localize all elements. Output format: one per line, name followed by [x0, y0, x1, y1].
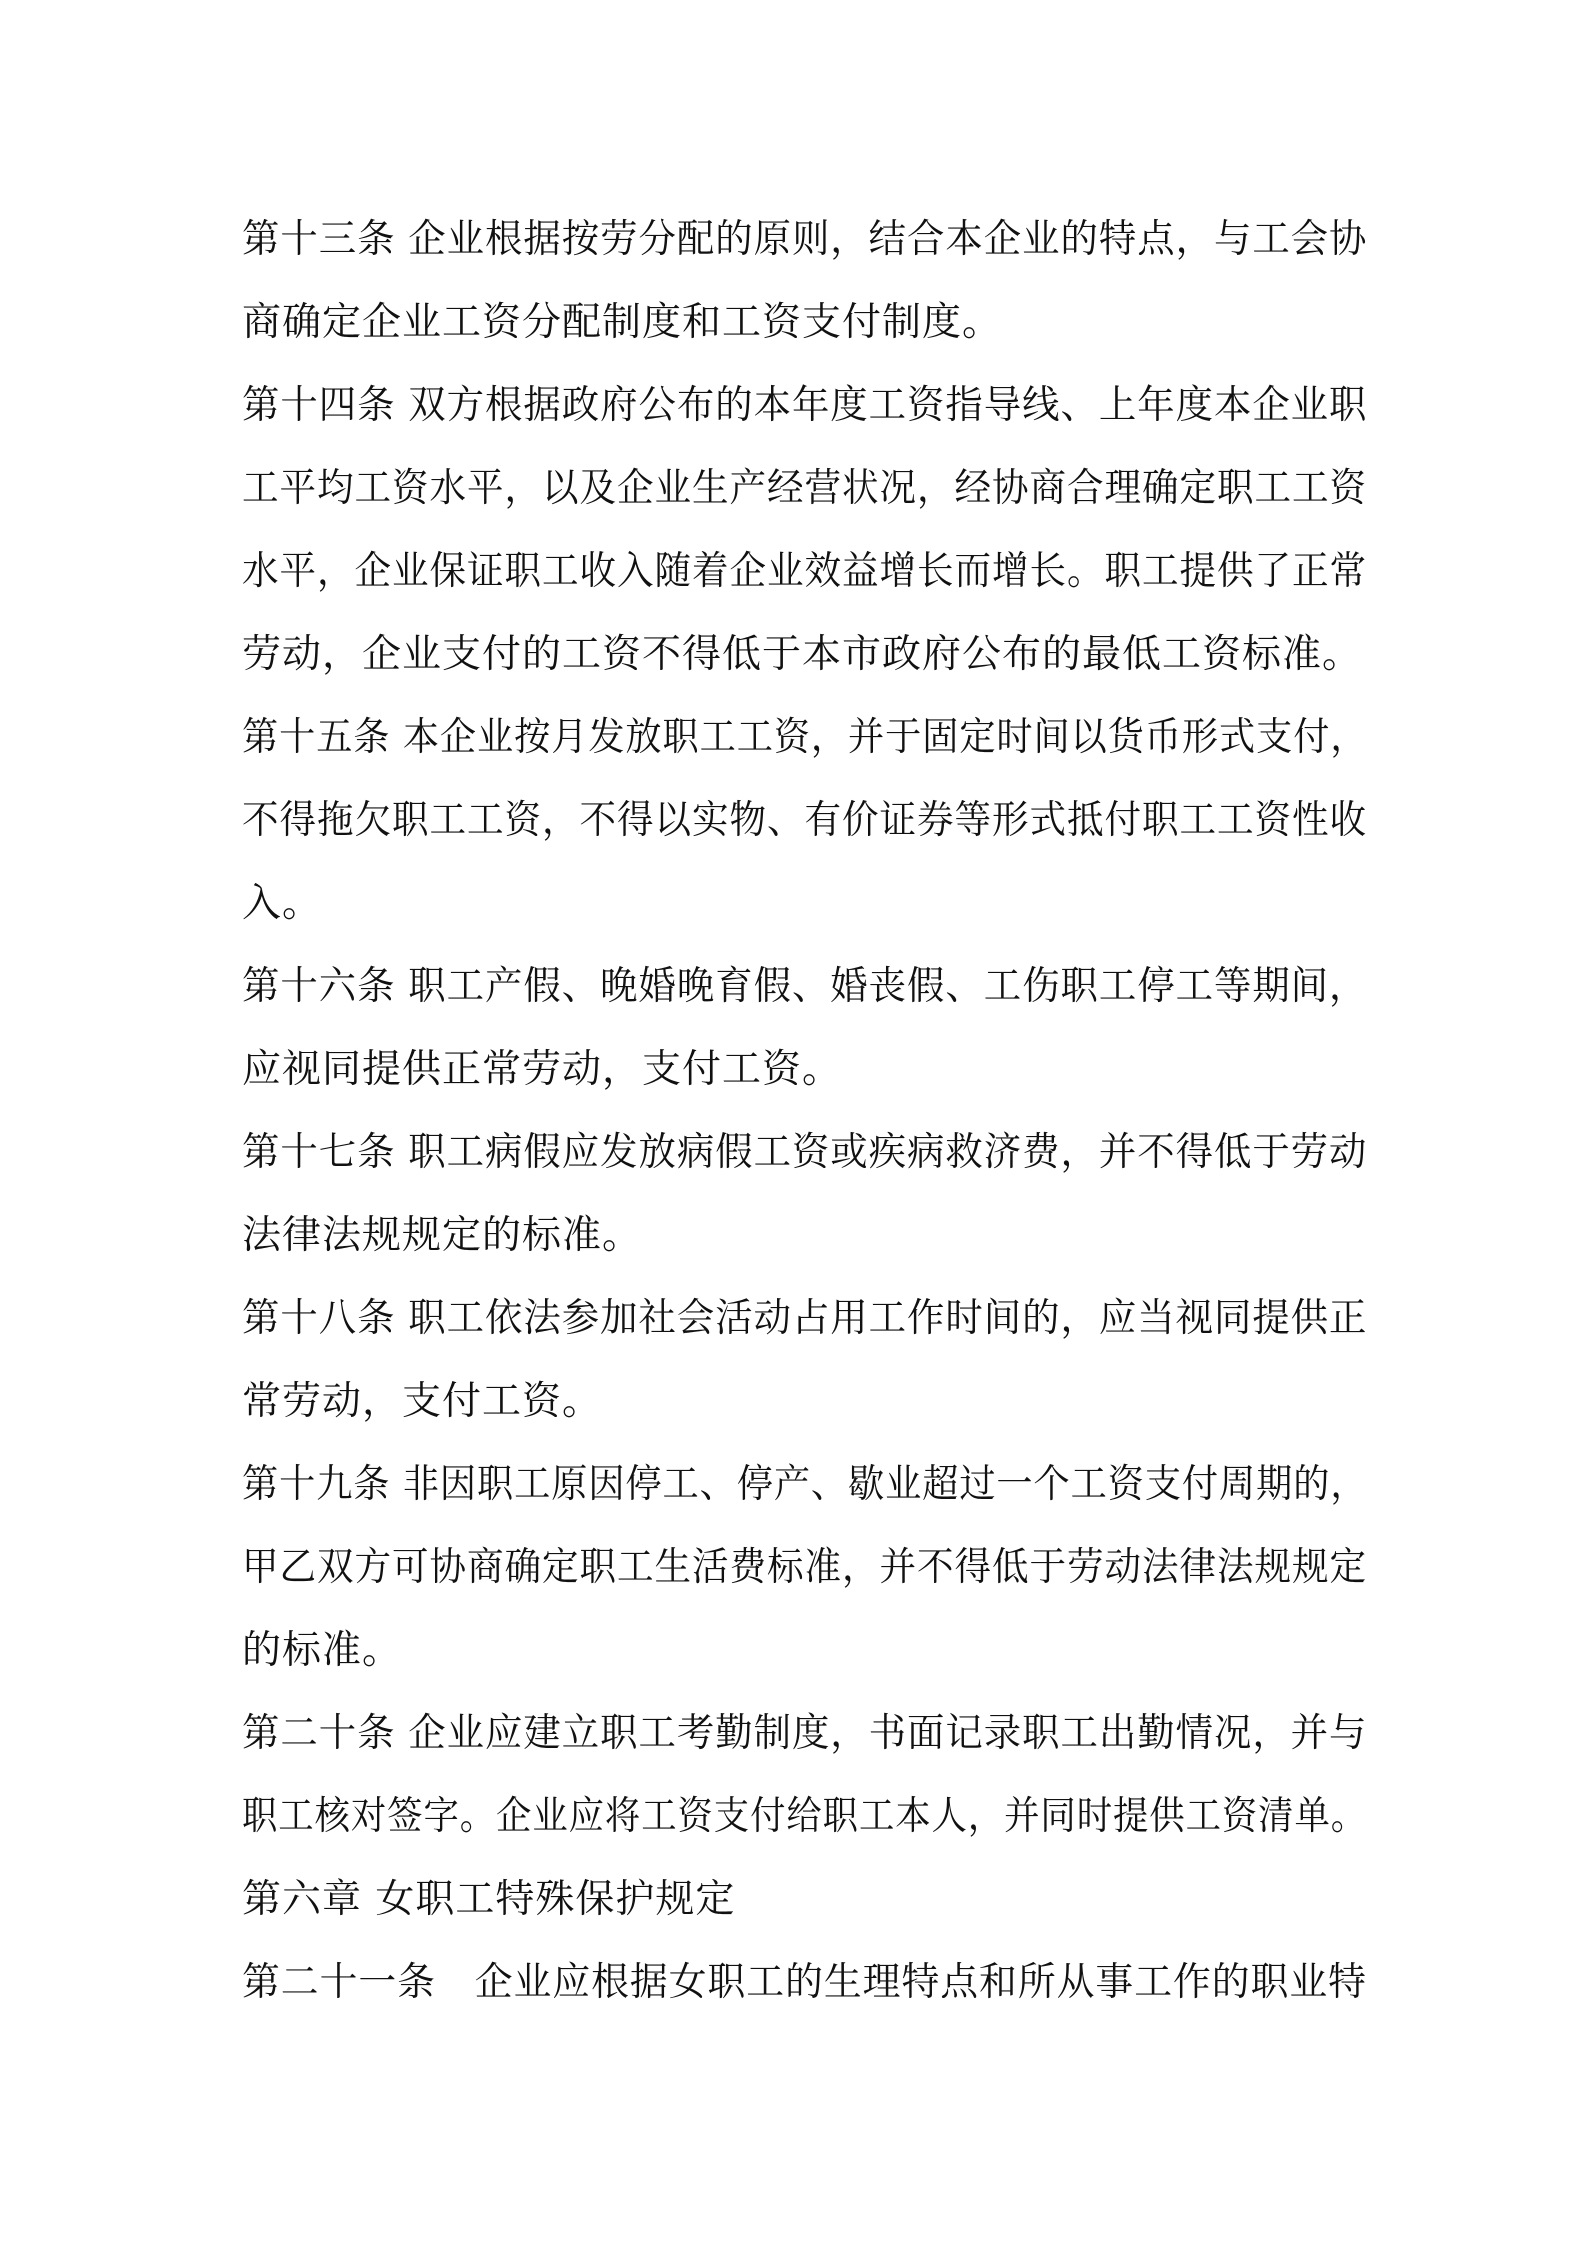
chapter-heading: 第六章 女职工特殊保护规定	[242, 1877, 736, 1922]
text-line: 第十三条 企业根据按劳分配的原则，结合本企业的特点，与工会协	[242, 217, 1368, 262]
text-line: 水平，企业保证职工收入随着企业效益增长而增长。职工提供了正常	[242, 549, 1368, 594]
text-line: 法律法规规定的标准。	[242, 1213, 643, 1258]
text-line: 第二十一条 企业应根据女职工的生理特点和所从事工作的职业特	[242, 1960, 1367, 2005]
text-line: 的标准。	[242, 1628, 403, 1673]
text-line: 职工核对签字。企业应将工资支付给职工本人，并同时提供工资清单。	[242, 1794, 1368, 1839]
text-line: 第二十条 企业应建立职工考勤制度，书面记录职工出勤情况，并与	[242, 1711, 1368, 1756]
text-line: 工平均工资水平，以及企业生产经营状况，经协商合理确定职工工资	[242, 466, 1368, 511]
document-body	[242, 198, 1367, 2024]
text-line: 劳动，企业支付的工资不得低于本市政府公布的最低工资标准。	[242, 632, 1363, 677]
text-line: 第十八条 职工依法参加社会活动占用工作时间的，应当视同提供正	[242, 1296, 1368, 1341]
text-line: 应视同提供正常劳动，支付工资。	[242, 1047, 843, 1092]
text-line: 不得拖欠职工工资，不得以实物、有价证券等形式抵付职工工资性收	[242, 798, 1368, 843]
text-line: 甲乙双方可协商确定职工生活费标准，并不得低于劳动法律法规规定	[242, 1545, 1368, 1590]
text-line: 第十五条 本企业按月发放职工工资，并于固定时间以货币形式支付，	[242, 715, 1368, 760]
text-line: 商确定企业工资分配制度和工资支付制度。	[242, 300, 1003, 345]
text-line: 第十九条 非因职工原因停工、停产、歇业超过一个工资支付周期的，	[242, 1462, 1368, 1507]
text-line: 第十七条 职工病假应发放病假工资或疾病救济费，并不得低于劳动	[242, 1130, 1368, 1175]
text-line: 入。	[242, 881, 323, 926]
text-line: 第十四条 双方根据政府公布的本年度工资指导线、上年度本企业职	[242, 383, 1368, 428]
text-line: 常劳动，支付工资。	[242, 1379, 603, 1424]
text-line: 第十六条 职工产假、晚婚晚育假、婚丧假、工伤职工停工等期间，	[242, 964, 1368, 1009]
